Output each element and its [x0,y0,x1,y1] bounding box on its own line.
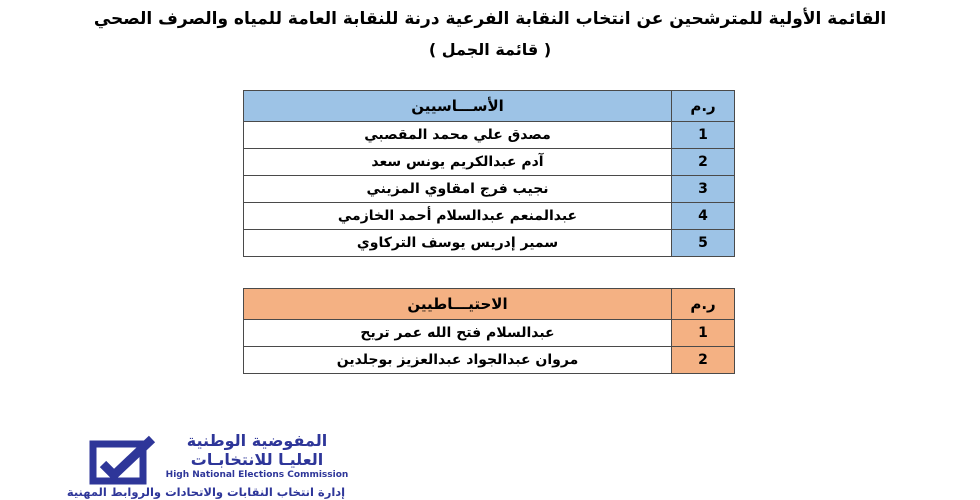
candidate-number: 5 [672,230,735,257]
logo-arabic-name-line2: العليـا للانتخابـات [190,450,324,469]
candidate-name: آدم عبدالكريم يونس سعد [244,149,672,176]
candidate-name: عبدالمنعم عبدالسلام أحمد الخازمي [244,203,672,230]
primary-candidates-table [243,90,735,257]
table-header-row [244,289,735,320]
document-title-block [0,8,980,59]
primary-table-title: الأســـاسيين [244,91,672,122]
candidate-name: عبدالسلام فتح الله عمر تريح [244,320,672,347]
reserve-table-title: الاحتيـــاطيين [244,289,672,320]
number-column-header: ر.م [672,91,735,122]
candidate-number: 1 [672,320,735,347]
logo-arabic-name-line1: المفوضية الوطنية [186,431,328,450]
candidate-number: 2 [672,149,735,176]
candidate-row [244,230,735,257]
page-subtitle: ( قائمة الجمل ) [428,39,552,59]
logo-department-line: إدارة انتخاب النقابات والاتحادات والروابط المهنية [66,485,346,499]
page-title: القائمة الأولية للمترشحين عن انتخاب النقابة الفرعية درنة للنقابة العامة للمياه والصرف الصحي [93,9,887,29]
candidate-number: 4 [672,203,735,230]
candidate-row [244,320,735,347]
candidate-row [244,347,735,374]
checkmark-in-square-icon [88,435,164,485]
candidate-name: نجيب فرج امقاوي المزيني [244,176,672,203]
number-column-header: ر.م [672,289,735,320]
candidate-name: سمير إدريس يوسف التركاوي [244,230,672,257]
candidate-name: مصدق علي محمد المقصبي [244,122,672,149]
table-header-row [244,91,735,122]
candidate-number: 3 [672,176,735,203]
candidate-row [244,149,735,176]
candidate-row [244,122,735,149]
candidate-number: 1 [672,122,735,149]
logo-english-name: High National Elections Commission [165,470,349,480]
hnec-logo [58,431,354,500]
candidate-row [244,203,735,230]
candidate-number: 2 [672,347,735,374]
reserve-candidates-table [243,288,735,374]
logo-text-block [162,431,352,481]
candidate-row [244,176,735,203]
candidate-name: مروان عبدالجواد عبدالعزيز بوجلدين [244,347,672,374]
